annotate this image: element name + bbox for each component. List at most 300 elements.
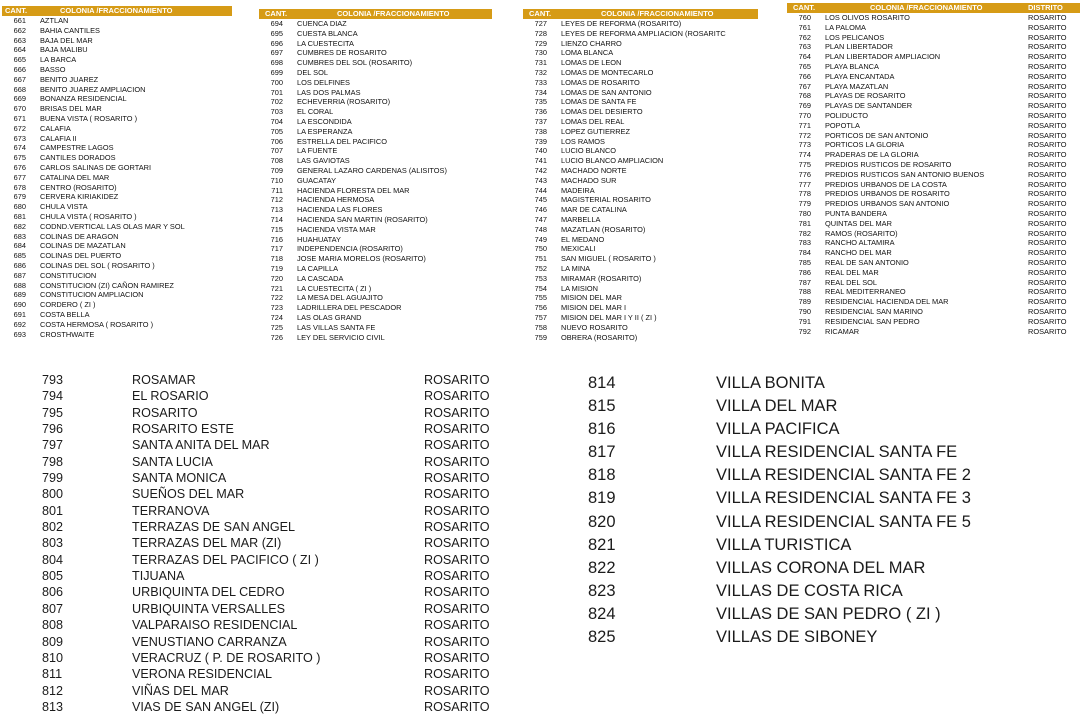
cell-name: LEYES DE REFORMA (ROSARITO) xyxy=(561,19,682,28)
cell-num: 752 xyxy=(534,263,547,273)
cell-num: 709 xyxy=(270,165,283,175)
table-row xyxy=(523,107,758,117)
cell-num: 730 xyxy=(534,48,547,58)
cell-name: CONSTITUCION AMPLIACION xyxy=(40,290,144,300)
cell-name: CONSTITUCION xyxy=(40,270,97,280)
cell-num: 697 xyxy=(270,48,283,58)
cell-name: MIRAMAR (ROSARITO) xyxy=(561,273,642,283)
cell-num: 769 xyxy=(798,101,811,111)
cell-name: ECHEVERRIA (ROSARITO) xyxy=(297,97,391,107)
table-row xyxy=(787,287,1080,297)
cell-num: 723 xyxy=(270,303,283,313)
cell-num: 745 xyxy=(534,195,547,205)
table-row xyxy=(582,395,1080,418)
cell-name: CUMBRES DEL SOL (ROSARITO) xyxy=(297,58,413,68)
table-row xyxy=(2,173,232,183)
table-row xyxy=(259,225,492,235)
table-row xyxy=(523,333,758,343)
cell-name: MISION DEL MAR I Y II ( ZI ) xyxy=(561,312,657,322)
cell-dist: ROSARITO xyxy=(1028,120,1067,130)
cell-dist: ROSARITO xyxy=(1028,101,1067,111)
table-row xyxy=(787,111,1080,121)
cell-name: CORDERO ( ZI ) xyxy=(40,300,96,310)
cell-name: SANTA MONICA xyxy=(132,471,227,486)
cell-name: MACHADO SUR xyxy=(561,175,617,185)
cell-name: SANTA ANITA DEL MAR xyxy=(132,438,270,453)
cell-num: 802 xyxy=(42,520,64,535)
cell-num: 712 xyxy=(270,195,283,205)
cell-name: CROSTHWAITE xyxy=(40,329,95,339)
cell-num: 816 xyxy=(588,420,616,439)
table-row xyxy=(523,156,758,166)
cell-num: 812 xyxy=(42,683,64,698)
table-row xyxy=(582,557,1080,580)
cell-num: 806 xyxy=(42,585,64,600)
cell-name: MADEIRA xyxy=(561,185,595,195)
cell-name: NUEVO ROSARITO xyxy=(561,322,628,332)
cell-num: 678 xyxy=(13,182,26,192)
table-row xyxy=(259,107,492,117)
cell-name: LOPEZ GUTIERREZ xyxy=(561,126,630,136)
cell-name: REAL DE SAN ANTONIO xyxy=(825,257,909,267)
cell-num: 674 xyxy=(13,143,26,153)
cell-name: VILLAS DE COSTA RICA xyxy=(716,581,903,600)
cell-dist: ROSARITO xyxy=(1028,140,1067,150)
cell-num: 825 xyxy=(588,628,616,647)
cell-dist: ROSARITO xyxy=(424,503,490,518)
cell-dist: ROSARITO xyxy=(1028,91,1067,101)
table-row xyxy=(787,23,1080,33)
cell-num: 702 xyxy=(270,97,283,107)
cell-num: 684 xyxy=(13,241,26,251)
table-row xyxy=(523,117,758,127)
table-row xyxy=(259,78,492,88)
cell-num: 817 xyxy=(588,443,616,462)
table-row xyxy=(523,166,758,176)
cell-name: ROSARITO xyxy=(132,405,198,420)
table-row xyxy=(259,303,492,313)
table-row xyxy=(0,666,492,682)
cell-dist: ROSARITO xyxy=(424,650,490,665)
cell-dist: ROSARITO xyxy=(1028,277,1067,287)
table-row xyxy=(523,176,758,186)
cell-name: COLINAS DEL SOL ( ROSARITO ) xyxy=(40,260,155,270)
cell-name: BAJA DEL MAR xyxy=(40,35,93,45)
header-cant: CANT. xyxy=(529,9,552,18)
table-row xyxy=(523,68,758,78)
table-row xyxy=(259,39,492,49)
table-row xyxy=(0,503,492,519)
cell-name: SAN MIGUEL ( ROSARITO ) xyxy=(561,254,656,264)
table-row xyxy=(523,293,758,303)
cell-num: 794 xyxy=(42,389,64,404)
cell-dist: ROSARITO xyxy=(1028,42,1067,52)
cell-num: 679 xyxy=(13,192,26,202)
cell-dist: ROSARITO xyxy=(424,536,490,551)
cell-num: 670 xyxy=(13,104,26,114)
table-row xyxy=(2,300,232,310)
cell-dist: ROSARITO xyxy=(1028,297,1067,307)
table-row xyxy=(259,323,492,333)
cell-name: VIAS DE SAN ANGEL (ZI) xyxy=(132,699,280,714)
cell-num: 738 xyxy=(534,126,547,136)
cell-num: 727 xyxy=(534,19,547,28)
cell-name: VILLA DEL MAR xyxy=(716,397,838,416)
header-cant: CANT. xyxy=(793,3,816,12)
cell-name: COLINAS DE ARAGON xyxy=(40,231,119,241)
table-row xyxy=(259,127,492,137)
table-row xyxy=(582,603,1080,626)
table-row xyxy=(0,601,492,617)
cell-name: LAS GAVIOTAS xyxy=(297,156,350,166)
cell-num: 735 xyxy=(534,97,547,107)
cell-name: CARLOS SALINAS DE GORTARI xyxy=(40,162,152,172)
table-row xyxy=(787,150,1080,160)
cell-num: 677 xyxy=(13,172,26,182)
cell-num: 714 xyxy=(270,214,283,224)
cell-name: RESIDENCIAL HACIENDA DEL MAR xyxy=(825,297,949,307)
cell-name: LAS OLAS GRAND xyxy=(297,312,362,322)
cell-name: HUAHUATAY xyxy=(297,234,341,244)
table-panel-2 xyxy=(259,9,492,342)
cell-name: EL CORAL xyxy=(297,107,334,117)
cell-name: TERRAZAS DEL PACIFICO ( ZI ) xyxy=(132,552,319,567)
table-row xyxy=(2,36,232,46)
table-header xyxy=(787,3,1080,13)
table-row xyxy=(259,156,492,166)
table-row xyxy=(787,72,1080,82)
table-row xyxy=(2,320,232,330)
cell-name: LOMAS DE SANTA FE xyxy=(561,97,637,107)
cell-dist: ROSARITO xyxy=(1028,179,1067,189)
cell-num: 672 xyxy=(13,123,26,133)
table-row xyxy=(2,45,232,55)
cell-name: CAMPESTRE LAGOS xyxy=(40,143,114,153)
table-panel-3 xyxy=(523,9,758,342)
cell-name: VERONA RESIDENCIAL xyxy=(132,667,272,682)
cell-num: 805 xyxy=(42,569,64,584)
cell-num: 762 xyxy=(798,32,811,42)
table-row xyxy=(523,127,758,137)
table-row xyxy=(582,487,1080,510)
cell-num: 729 xyxy=(534,38,547,48)
cell-name: PLAYAS DE SANTANDER xyxy=(825,101,913,111)
cell-name: POPOTLA xyxy=(825,120,860,130)
cell-num: 784 xyxy=(798,248,811,258)
cell-name: LOS DELFINES xyxy=(297,77,350,87)
cell-dist: ROSARITO xyxy=(1028,248,1067,258)
cell-num: 717 xyxy=(270,244,283,254)
cell-dist: ROSARITO xyxy=(1028,257,1067,267)
cell-name: BENITO JUAREZ AMPLIACION xyxy=(40,84,146,94)
cell-name: VILLAS CORONA DEL MAR xyxy=(716,558,926,577)
table-row xyxy=(582,511,1080,534)
table-row xyxy=(0,470,492,486)
cell-num: 693 xyxy=(13,329,26,339)
cell-num: 663 xyxy=(13,35,26,45)
cell-name: CERVERA KIRIAKIDEZ xyxy=(40,192,119,202)
cell-num: 744 xyxy=(534,185,547,195)
cell-num: 770 xyxy=(798,110,811,120)
cell-num: 742 xyxy=(534,165,547,175)
cell-name: PORTICOS DE SAN ANTONIO xyxy=(825,130,929,140)
cell-name: COSTA BELLA xyxy=(40,309,90,319)
table-row xyxy=(2,153,232,163)
cell-name: VILLAS DE SAN PEDRO ( ZI ) xyxy=(716,604,941,623)
cell-dist: ROSARITO xyxy=(424,520,490,535)
cell-name: HACIENDA VISTA MAR xyxy=(297,224,376,234)
cell-dist: ROSARITO xyxy=(424,585,490,600)
cell-num: 707 xyxy=(270,146,283,156)
cell-name: PLAYAS DE ROSARITO xyxy=(825,91,906,101)
cell-name: MACHADO NORTE xyxy=(561,165,627,175)
table-row xyxy=(259,244,492,254)
cell-num: 760 xyxy=(798,13,811,22)
cell-num: 757 xyxy=(534,312,547,322)
table-row xyxy=(259,146,492,156)
cell-name: LAS VILLAS SANTA FE xyxy=(297,322,376,332)
cell-dist: ROSARITO xyxy=(1028,110,1067,120)
cell-num: 662 xyxy=(13,25,26,35)
table-row xyxy=(787,42,1080,52)
cell-num: 814 xyxy=(588,374,616,392)
cell-name: MAR DE CATALINA xyxy=(561,205,627,215)
table-header xyxy=(2,6,232,16)
cell-name: RANCHO DEL MAR xyxy=(825,248,892,258)
cell-name: LA CUESTECITA xyxy=(297,38,354,48)
cell-num: 822 xyxy=(588,558,616,577)
header-colonia: COLONIA /FRACCIONAMIENTO xyxy=(601,9,714,18)
table-row xyxy=(523,225,758,235)
cell-num: 704 xyxy=(270,116,283,126)
table-row xyxy=(523,303,758,313)
cell-num: 823 xyxy=(588,581,616,600)
cell-name: MAZATLAN (ROSARITO) xyxy=(561,224,646,234)
table-row xyxy=(259,19,492,29)
cell-dist: ROSARITO xyxy=(1028,189,1067,199)
cell-num: 728 xyxy=(534,28,547,38)
cell-dist: ROSARITO xyxy=(1028,306,1067,316)
cell-num: 680 xyxy=(13,202,26,212)
cell-num: 804 xyxy=(42,552,64,567)
cell-num: 690 xyxy=(13,300,26,310)
cell-num: 788 xyxy=(798,287,811,297)
table-row xyxy=(787,140,1080,150)
cell-name: LOMAS DEL DESIERTO xyxy=(561,107,643,117)
cell-num: 766 xyxy=(798,71,811,81)
table-row xyxy=(523,274,758,284)
cell-dist: ROSARITO xyxy=(424,438,490,453)
cell-name: OBRERA (ROSARITO) xyxy=(561,332,638,342)
table-row xyxy=(787,209,1080,219)
cell-num: 710 xyxy=(270,175,283,185)
cell-name: PORTICOS LA GLORIA xyxy=(825,140,905,150)
table-row xyxy=(2,232,232,242)
cell-dist: ROSARITO xyxy=(1028,159,1067,169)
table-row xyxy=(0,421,492,437)
table-row xyxy=(787,160,1080,170)
header-colonia: COLONIA /FRACCIONAMIENTO xyxy=(870,3,983,12)
cell-name: PLAN LIBERTADOR AMPLIACION xyxy=(825,52,941,62)
cell-num: 746 xyxy=(534,205,547,215)
table-row xyxy=(0,634,492,650)
table-row xyxy=(787,101,1080,111)
table-row xyxy=(787,317,1080,327)
cell-name: LA CUESTECITA ( ZI ) xyxy=(297,283,372,293)
cell-name: CONSTITUCION (ZI) CAÑON RAMIREZ xyxy=(40,280,174,290)
table-row xyxy=(2,261,232,271)
cell-num: 807 xyxy=(42,601,64,616)
table-panel-4 xyxy=(787,3,1080,342)
cell-num: 776 xyxy=(798,169,811,179)
cell-num: 779 xyxy=(798,199,811,209)
cell-num: 739 xyxy=(534,136,547,146)
table-row xyxy=(2,271,232,281)
table-row xyxy=(0,535,492,551)
table-row xyxy=(2,290,232,300)
cell-name: HACIENDA SAN MARTIN (ROSARITO) xyxy=(297,214,428,224)
large-table-right xyxy=(582,372,1080,720)
table-row xyxy=(787,189,1080,199)
table-row xyxy=(0,454,492,470)
cell-name: PREDIOS URBANOS DE LA COSTA xyxy=(825,179,947,189)
cell-name: VENUSTIANO CARRANZA xyxy=(132,634,287,649)
cell-name: REAL DEL MAR xyxy=(825,267,879,277)
cell-num: 682 xyxy=(13,221,26,231)
cell-name: CUMBRES DE ROSARITO xyxy=(297,48,387,58)
table-row xyxy=(259,97,492,107)
cell-name: MARBELLA xyxy=(561,214,601,224)
cell-num: 711 xyxy=(271,185,283,195)
cell-name: PREDIOS RUSTICOS SAN ANTONIO BUENOS xyxy=(825,169,985,179)
cell-num: 721 xyxy=(270,283,283,293)
cell-num: 790 xyxy=(798,306,811,316)
cell-num: 781 xyxy=(798,218,811,228)
cell-name: VILLA RESIDENCIAL SANTA FE 5 xyxy=(716,512,971,531)
cell-name: LADRILLERA DEL PESCADOR xyxy=(297,303,402,313)
cell-dist: ROSARITO xyxy=(424,373,490,387)
table-row xyxy=(0,372,492,388)
cell-num: 708 xyxy=(270,156,283,166)
cell-num: 767 xyxy=(798,81,811,91)
table-row xyxy=(523,313,758,323)
cell-num: 689 xyxy=(13,290,26,300)
cell-num: 750 xyxy=(534,244,547,254)
cell-num: 666 xyxy=(13,64,26,74)
table-row xyxy=(259,333,492,343)
cell-num: 780 xyxy=(798,208,811,218)
table-row xyxy=(259,235,492,245)
table-row xyxy=(523,205,758,215)
cell-num: 683 xyxy=(13,231,26,241)
cell-dist: ROSARITO xyxy=(424,699,490,714)
table-row xyxy=(2,75,232,85)
table-row xyxy=(787,307,1080,317)
header-distrito: DISTRITO xyxy=(1028,3,1063,12)
cell-num: 774 xyxy=(798,150,811,160)
table-row xyxy=(0,486,492,502)
cell-num: 747 xyxy=(534,214,547,224)
cell-num: 699 xyxy=(270,67,283,77)
cell-dist: ROSARITO xyxy=(424,667,490,682)
header-colonia: COLONIA /FRACCIONAMIENTO xyxy=(337,9,450,18)
cell-num: 748 xyxy=(534,224,547,234)
table-row xyxy=(523,137,758,147)
cell-name: CENTRO (ROSARITO) xyxy=(40,182,117,192)
cell-dist: ROSARITO xyxy=(1028,52,1067,62)
table-row xyxy=(787,297,1080,307)
cell-dist: ROSARITO xyxy=(1028,199,1067,209)
table-row xyxy=(787,248,1080,258)
cell-num: 731 xyxy=(534,58,547,68)
cell-num: 755 xyxy=(534,293,547,303)
cell-name: CALAFIA II xyxy=(40,133,77,143)
cell-num: 661 xyxy=(13,16,26,25)
table-row xyxy=(523,284,758,294)
table-row xyxy=(787,268,1080,278)
cell-num: 695 xyxy=(270,28,283,38)
cell-dist: ROSARITO xyxy=(1028,238,1067,248)
table-row xyxy=(0,405,492,421)
cell-name: LAS DOS PALMAS xyxy=(297,87,361,97)
cell-name: LOMAS DEL REAL xyxy=(561,116,625,126)
cell-name: URBIQUINTA DEL CEDRO xyxy=(132,585,285,600)
table-row xyxy=(787,327,1080,337)
cell-name: REAL DEL SOL xyxy=(825,277,878,287)
cell-name: HACIENDA LAS FLORES xyxy=(297,205,383,215)
cell-name: JOSE MARIA MORELOS (ROSARITO) xyxy=(297,254,426,264)
cell-name: RICAMAR xyxy=(825,326,860,336)
cell-num: 761 xyxy=(798,22,811,32)
cell-dist: ROSARITO xyxy=(1028,218,1067,228)
cell-num: 811 xyxy=(42,667,63,682)
cell-name: URBIQUINTA VERSALLES xyxy=(132,601,286,616)
cell-num: 751 xyxy=(534,254,547,264)
cell-name: CHULA VISTA ( ROSARITO ) xyxy=(40,211,137,221)
table-row xyxy=(523,88,758,98)
cell-name: GENERAL LAZARO CARDENAS (ALISITOS) xyxy=(297,165,447,175)
cell-num: 749 xyxy=(534,234,547,244)
cell-num: 787 xyxy=(798,277,811,287)
table-row xyxy=(2,330,232,340)
cell-dist: ROSARITO xyxy=(1028,326,1067,336)
cell-dist: ROSARITO xyxy=(424,601,490,616)
cell-num: 792 xyxy=(798,326,811,336)
table-body xyxy=(259,19,492,342)
table-row xyxy=(259,48,492,58)
cell-num: 719 xyxy=(270,263,283,273)
cell-num: 785 xyxy=(798,257,811,267)
cell-name: LA PALOMA xyxy=(825,22,866,32)
cell-name: LA MINA xyxy=(561,263,591,273)
table-body xyxy=(523,19,758,342)
cell-name: LIENZO CHARRO xyxy=(561,38,622,48)
table-row xyxy=(787,219,1080,229)
cell-num: 758 xyxy=(534,322,547,332)
table-row xyxy=(259,176,492,186)
cell-num: 706 xyxy=(270,136,283,146)
cell-num: 692 xyxy=(13,319,26,329)
table-row xyxy=(2,124,232,134)
cell-num: 696 xyxy=(270,38,283,48)
cell-num: 773 xyxy=(798,140,811,150)
cell-name: EL ROSARIO xyxy=(132,389,209,404)
cell-num: 798 xyxy=(42,454,64,469)
cell-dist: ROSARITO xyxy=(1028,130,1067,140)
table-row xyxy=(259,274,492,284)
cell-name: LA MESA DEL AGUAJITO xyxy=(297,293,383,303)
table-row xyxy=(259,293,492,303)
